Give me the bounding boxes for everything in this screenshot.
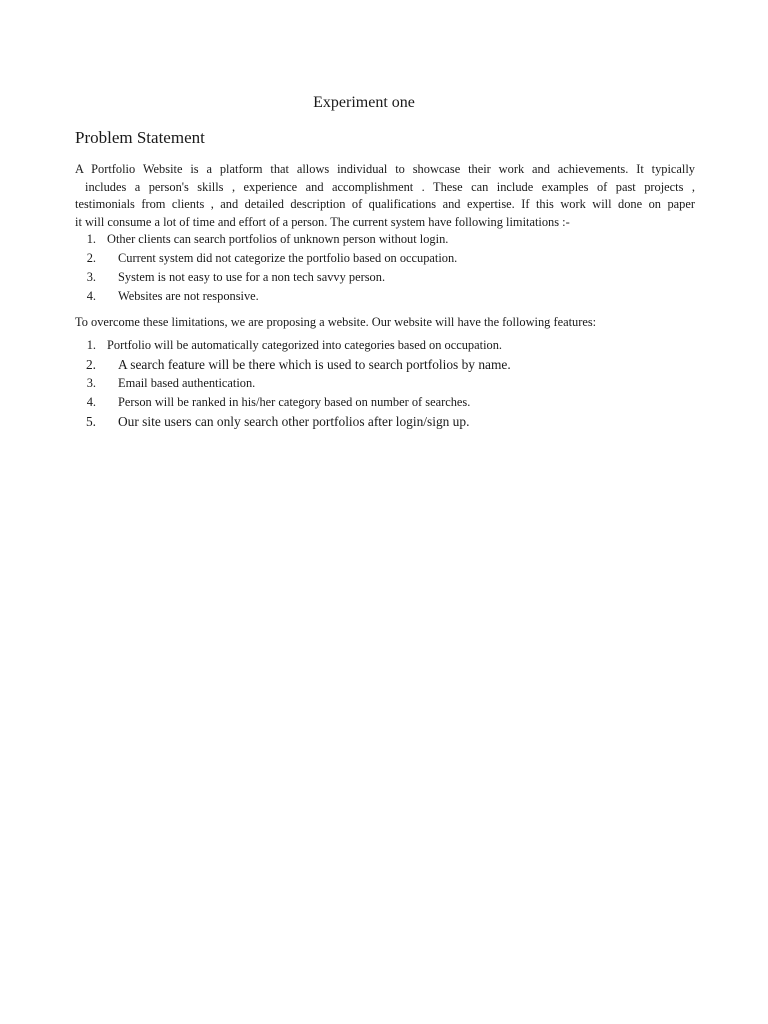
list-item — [75, 374, 256, 393]
intro-paragraph — [75, 161, 695, 231]
list-item-number: 4. — [86, 395, 96, 409]
intro-line: it will consume a lot of time and effort of a person. The current system have following limitations :- — [75, 214, 570, 229]
list-item-text: Other clients can search portfolios of unknown person without login. — [107, 232, 449, 246]
section-heading: Problem Statement — [75, 128, 205, 147]
list-item-text: Email based authentication. — [118, 376, 256, 390]
list-item-number: 5. — [85, 414, 96, 429]
intro-line: testimonials from clients , and detailed description of qualifications and expertise. If this work will done on paper — [75, 197, 695, 211]
list-item-text: Websites are not responsive. — [118, 289, 259, 303]
list-item-text: Current system did not categorize the portfolio based on occupation. — [118, 251, 458, 265]
features-list — [75, 336, 511, 431]
list-item-number: 3. — [86, 270, 96, 284]
transition-paragraph: To overcome these limitations, we are proposing a website. Our website will have the following features: — [75, 315, 597, 329]
document-title: Experiment one — [313, 94, 415, 111]
list-item — [75, 336, 502, 355]
list-item — [75, 249, 458, 268]
list-item-number: 2. — [85, 357, 96, 372]
list-item — [75, 287, 259, 306]
list-item — [75, 268, 386, 287]
limitations-list — [75, 230, 458, 306]
list-item — [75, 393, 471, 412]
list-item-text: Person will be ranked in his/her category based on number of searches. — [118, 395, 471, 409]
list-item-text: A search feature will be there which is used to search portfolios by name. — [118, 357, 511, 372]
list-item-text: Our site users can only search other portfolios after login/sign up. — [118, 414, 470, 429]
list-item-text: Portfolio will be automatically categorized into categories based on occupation. — [107, 338, 502, 352]
list-item — [75, 412, 470, 431]
list-item-text: System is not easy to use for a non tech savvy person. — [118, 270, 386, 284]
list-item-number: 1. — [86, 338, 96, 352]
list-item — [75, 355, 511, 374]
intro-line: includes a person's skills , experience and accomplishment . These can include examples of past projects , — [85, 179, 695, 194]
list-item-number: 4. — [86, 289, 96, 303]
list-item — [75, 230, 449, 249]
list-item-number: 3. — [86, 376, 96, 390]
list-item-number: 2. — [86, 251, 96, 265]
intro-line: A Portfolio Website is a platform that allows individual to showcase their work and achievements. It typically — [75, 162, 695, 176]
list-item-number: 1. — [86, 232, 96, 246]
